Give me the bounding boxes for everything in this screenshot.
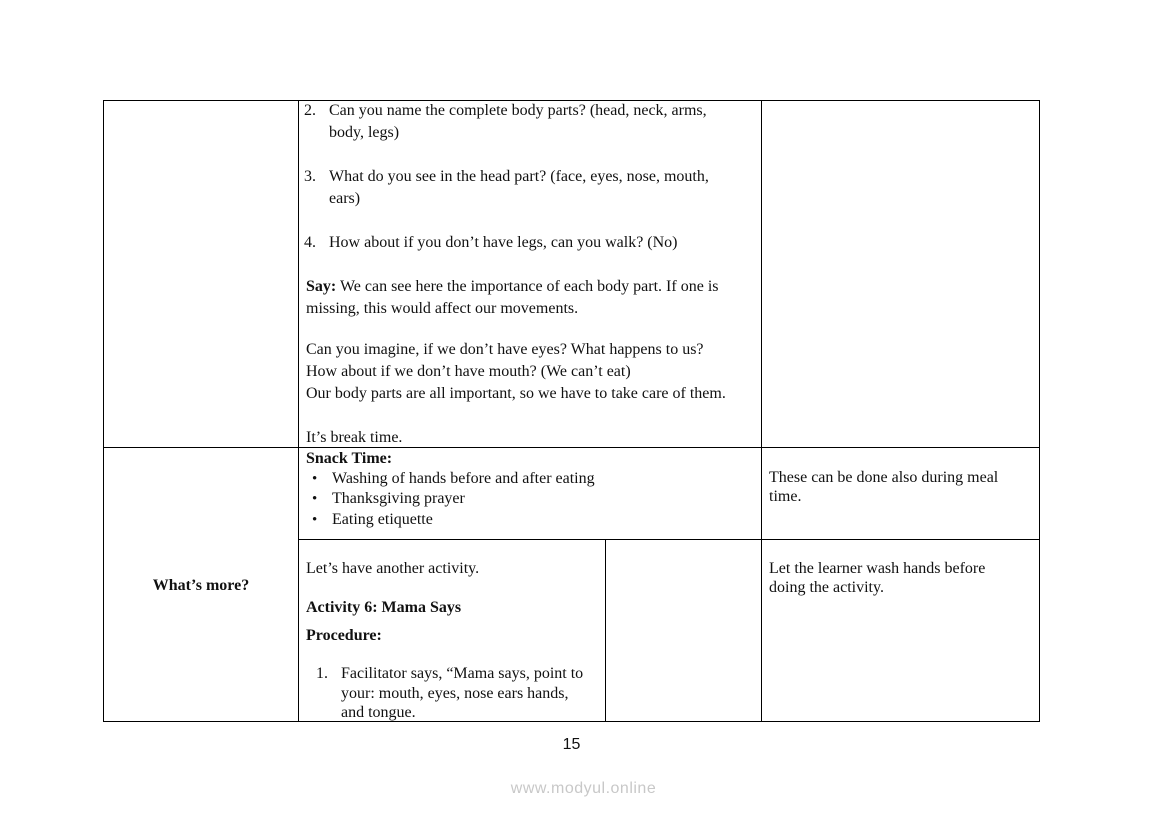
question-2-number: 2.	[304, 102, 316, 119]
cell-row1-col3	[761, 100, 1040, 448]
snack-item: Eating etiquette	[332, 511, 433, 528]
say-label: Say:	[306, 278, 337, 295]
step-1-line1: Facilitator says, “Mama says, point to	[341, 665, 584, 682]
step-1-line2: your: mouth, eyes, nose ears hands,	[341, 685, 569, 702]
cell-activity-empty	[605, 539, 762, 722]
say-paragraph-line1	[306, 276, 718, 298]
activity-title: Activity 6: Mama Says	[306, 599, 462, 616]
question-4-number: 4.	[304, 234, 316, 251]
bullet-icon: •	[312, 512, 318, 528]
question-2-line2: body, legs)	[329, 124, 400, 141]
snack-time-title: Snack Time:	[306, 450, 393, 467]
cell-snack-note	[761, 447, 1040, 540]
whats-more-label: What’s more?	[152, 577, 250, 594]
imagine-line2: How about if we don’t have mouth? (We can’t eat)	[306, 363, 631, 380]
say-paragraph-line2: missing, this would affect our movements.	[306, 300, 579, 317]
watermark: www.modyul.online	[510, 780, 657, 797]
imagine-line3: Our body parts are all important, so we have to take care of them.	[306, 385, 726, 402]
step-1-number: 1.	[316, 665, 328, 682]
cell-row1-col1	[103, 100, 299, 448]
question-3-number: 3.	[304, 168, 316, 185]
say-text: We can see here the importance of each body part. If one is	[336, 278, 719, 295]
question-3-line2: ears)	[329, 190, 361, 207]
activity-intro: Let’s have another activity.	[306, 560, 480, 577]
bullet-icon: •	[312, 491, 318, 507]
snack-item: Washing of hands before and after eating	[332, 470, 595, 487]
snack-note-line2: time.	[769, 488, 802, 505]
step-1-line3: and tongue.	[341, 704, 416, 721]
activity-note-line2: doing the activity.	[769, 579, 884, 596]
snack-item: Thanksgiving prayer	[332, 490, 465, 507]
break-time-text: It’s break time.	[306, 429, 403, 446]
bullet-icon: •	[312, 471, 318, 487]
question-3-line1: What do you see in the head part? (face, eyes, nose, mouth,	[329, 168, 709, 185]
question-2-line1: Can you name the complete body parts? (head, neck, arms,	[329, 102, 707, 119]
activity-note-line1: Let the learner wash hands before	[769, 560, 986, 577]
procedure-label: Procedure:	[306, 627, 382, 644]
imagine-line1: Can you imagine, if we don’t have eyes? What happens to us?	[306, 341, 704, 358]
snack-note-line1: These can be done also during meal	[769, 469, 999, 486]
question-4-line1: How about if you don’t have legs, can you walk? (No)	[329, 234, 678, 251]
page-number: 15	[562, 736, 581, 753]
